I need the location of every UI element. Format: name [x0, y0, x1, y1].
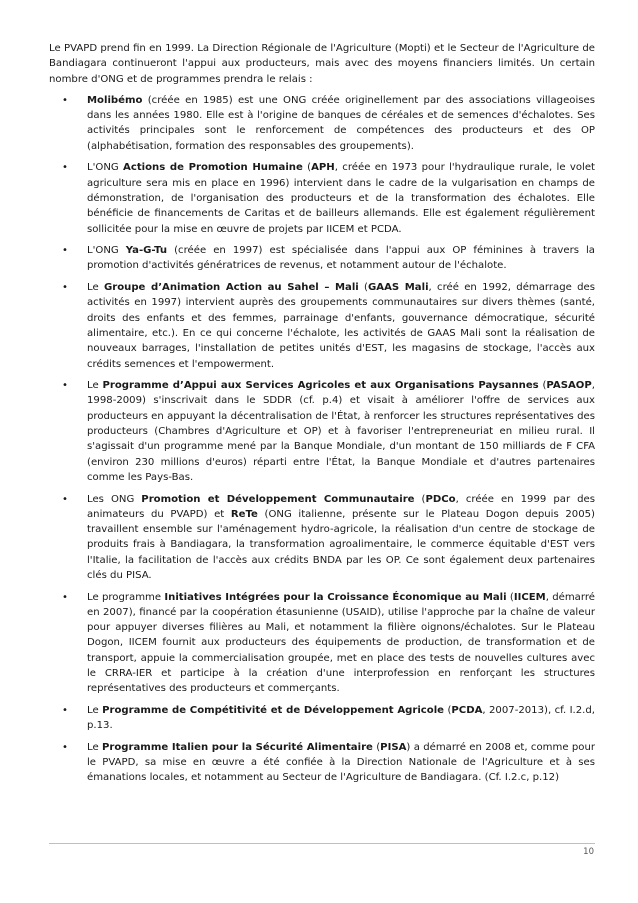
text-segment: Le: [87, 282, 104, 294]
bold-term: Programme de Compétitivité et de Développement Agricole: [102, 704, 445, 716]
text-segment: Le programme: [87, 591, 165, 603]
text-segment: Le: [87, 741, 102, 753]
text-segment: (: [538, 380, 547, 392]
text-segment: (créée en 1985) est une ONG créée originellement par des associations villageoises dans les années 1980. Elle est à l'origine de banques de céréales et de semences d'échalotes. Ses activités principales sont le renforcement de compétences des producteurs et des OP (alphabétisation, formation des responsables des groupements).: [87, 94, 595, 152]
text-segment: Le: [87, 704, 103, 716]
bullet-icon: •: [62, 94, 68, 106]
list-item: [49, 93, 595, 154]
bold-term: PCDA: [451, 704, 483, 716]
bold-term: Programme Italien pour la Sécurité Alimentaire: [101, 741, 373, 753]
footer-divider: [49, 843, 595, 844]
text-segment: , créé en 1992, démarrage des activités en 1997) intervient auprès des groupements communautaires sur divers thèmes (santé, droits des enfants et des femmes, parrainage d'enfants, gouvernance démocratique, sécurité alimentaire, etc.). En ce qui concerne l'échalote, les activités de GAAS Mali sont la réalisation de nouveaux barrages, l'installation de petites unités d'EST, les magasins de stockage, l'accès aux crédits semences et l'empowerment.: [87, 282, 595, 370]
bullet-icon: •: [62, 591, 68, 603]
text-segment: (: [358, 282, 368, 294]
bold-term: PISA: [380, 741, 407, 753]
list-item: [49, 492, 595, 584]
bullet-icon: •: [62, 245, 68, 257]
bold-term: Molibémo: [87, 94, 143, 106]
text-segment: (ONG italienne, présente sur le Plateau Dogon depuis 2005) travaillent ensemble sur l'aménagement hydro-agricole, la réalisation d'un centre de stockage de produits frais à Bandiagara, la transformation agroalimentaire, le commerce équitable d'EST vers l'Italie, la facilitation de l'accès aux crédits BNDA par les OP. Ce sont également deux partenaires clés du PISA.: [87, 508, 595, 581]
bold-term: Actions de Promotion Humaine: [123, 162, 303, 174]
intro-paragraph: Le PVAPD prend fin en 1999. La Direction Régionale de l'Agriculture (Mopti) et le Secteur de l'Agriculture de Bandiagara continueront l'appui aux producteurs, mais avec des moyens financiers limités. Un certain nombre d'ONG et de programmes prendra le relais :: [49, 43, 595, 85]
bold-term: PASAOP: [546, 380, 592, 392]
bold-term: Ya-G-Tu: [125, 245, 168, 257]
bullet-icon: •: [62, 493, 68, 505]
bullet-icon: •: [62, 380, 68, 392]
text-segment: (: [372, 741, 381, 753]
text-segment: L'ONG: [87, 162, 124, 174]
bullet-icon: •: [62, 162, 68, 174]
document-page: [49, 41, 595, 792]
list-item: [49, 703, 595, 734]
text-segment: (créée en 1997) est spécialisée dans l'appui aux OP féminines à travers la promotion d'activités génératrices de revenus, et notamment autour de l'échalote.: [87, 245, 595, 272]
bullet-icon: •: [62, 282, 68, 294]
list-item: [49, 280, 595, 372]
bold-term: Groupe d’Animation Action au Sahel – Mali: [103, 282, 359, 294]
text-segment: , démarré en 2007), financé par la coopération étasunienne (USAID), utilise l'approche par la chaîne de valeur pour appuyer diverses filières au Mali, et notamment la filière oignons/échalotes. Sur le Plateau Dogon, IICEM fournit aux producteurs des équipements de production, de transformation et de transport, appuie la commercialisation groupée, met en place des tests de nouvelles cultures avec le CRRA-IER et participe à la création d'une interprofession en renforçant les structures représentatives des producteurs et commerçants.: [87, 591, 595, 695]
bold-term: Promotion et Développement Communautaire: [141, 493, 415, 505]
list-item: [49, 243, 595, 274]
bold-term: IICEM: [513, 591, 546, 603]
bold-term: APH: [311, 162, 335, 174]
text-segment: , créée en 1973 pour l'hydraulique rurale, le volet agriculture sera mis en place en 1996) intervient dans le cadre de la vulgarisation en champs de démonstration, de l'organisation des producteurs et de la transformation des échalotes. Elle bénéficie de financements de Caritas et de bailleurs allemands. Elle est également régulièrement sollicitée pour la mise en œuvre de projets par IICEM et PCDA.: [87, 162, 595, 235]
text-segment: Le: [87, 380, 103, 392]
text-segment: Les ONG: [87, 493, 142, 505]
text-segment: (: [506, 591, 514, 603]
page-number: 10: [583, 847, 594, 857]
text-segment: (: [414, 493, 426, 505]
bullet-icon: •: [62, 741, 68, 753]
list-item: [49, 740, 595, 786]
text-segment: , 2007-2013), cf. I.2.d, p.13.: [87, 704, 596, 732]
list-item: [49, 378, 595, 485]
list-item: [49, 160, 595, 236]
organization-list: [49, 93, 595, 786]
text-segment: , créée en 1999 par des animateurs du PVAPD) et: [87, 493, 595, 520]
text-segment: (: [302, 162, 312, 174]
bold-term: Programme d’Appui aux Services Agricoles et aux Organisations Paysannes: [102, 380, 539, 392]
text-segment: (: [444, 704, 452, 716]
bold-term: PDCo: [425, 493, 456, 505]
list-item: [49, 590, 595, 697]
bullet-icon: •: [62, 704, 68, 716]
text-segment: L'ONG: [87, 245, 126, 257]
bold-term: GAAS Mali: [368, 282, 429, 294]
text-segment: , 1998-2009) s'inscrivait dans le SDDR (cf. p.4) et visait à améliorer l'offre de services aux producteurs en appuyant la décentralisation de l'État, à renforcer les structures représentatives des producteurs (Chambres d'Agriculture et OP) et à favoriser l'entrepreneuriat en milieu rural. Il s'agissait d'un programme mené par la Banque Mondiale, d'un montant de 150 milliards de F CFA (environ 230 millions d'euros) réparti entre l'État, la Banque Mondiale et d'autres partenaires comme les Pays-Bas.: [87, 380, 595, 483]
bold-term: Initiatives Intégrées pour la Croissance Économique au Mali: [164, 591, 507, 603]
text-segment: ) a démarré en 2008 et, comme pour le PVAPD, sa mise en œuvre a été confiée à la Direction Nationale de l'Agriculture et à ses émanations locales, et notamment au Secteur de l'Agriculture de Bandiagara. (Cf. I.2.c, p.12): [87, 741, 595, 784]
bold-term: ReTe: [230, 508, 258, 520]
